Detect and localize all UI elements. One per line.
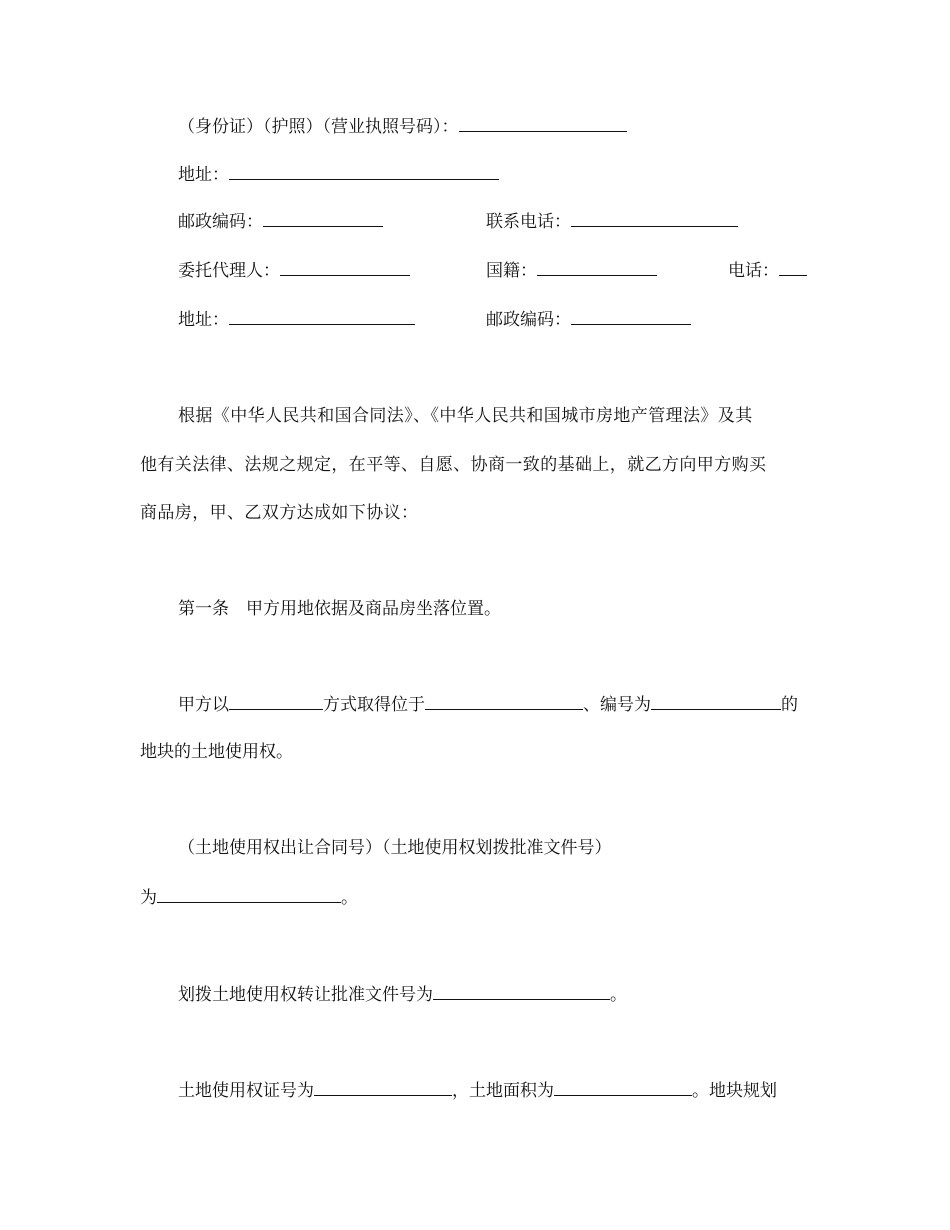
land-cert-text-1: 土地使用权证号为 — [178, 1081, 314, 1101]
land-acq-text-4: 的 — [781, 695, 798, 715]
transfer-doc-suffix: 。 — [610, 985, 627, 1005]
land-acq-text-1: 甲方以 — [178, 695, 229, 715]
postal-row-2 — [486, 309, 691, 330]
parcel-number-blank[interactable] — [651, 694, 781, 710]
contract-number-prefix: 为 — [140, 888, 157, 908]
address-label-1: 地址： — [178, 165, 229, 185]
location-blank[interactable] — [425, 694, 583, 710]
transfer-doc-text: 划拨土地使用权转让批准文件号为 — [178, 985, 433, 1005]
id-number-label: （身份证）（护照）（营业执照号码）： — [178, 117, 459, 137]
nationality-blank[interactable] — [537, 260, 657, 276]
preamble-line-3: 商品房，甲、乙双方达成如下协议： — [140, 503, 419, 523]
phone-row-1 — [486, 211, 738, 232]
contract-number-blank[interactable] — [157, 887, 341, 903]
land-acq-text-2: 方式取得位于 — [323, 695, 425, 715]
land-cert-line — [178, 1080, 777, 1101]
land-cert-text-2: ，土地面积为 — [452, 1081, 554, 1101]
preamble-line-2: 他有关法律、法规之规定，在平等、自愿、协商一致的基础上，就乙方向甲方购买 — [140, 455, 767, 475]
postal-label-2: 邮政编码： — [486, 310, 571, 330]
postal-label-1: 邮政编码： — [178, 212, 263, 232]
phone-label-1: 联系电话： — [486, 212, 571, 232]
address-blank-1[interactable] — [229, 164, 499, 180]
nationality-label: 国籍： — [486, 261, 537, 281]
phone-row-2 — [728, 260, 807, 281]
transfer-doc-blank[interactable] — [433, 984, 610, 1000]
id-number-row — [178, 116, 627, 137]
land-acquisition-line-1 — [178, 694, 798, 715]
transfer-doc-line — [178, 984, 627, 1005]
agent-row — [178, 260, 410, 281]
preamble-line-1: 根据《中华人民共和国合同法》、《中华人民共和国城市房地产管理法》及其 — [178, 406, 753, 426]
contract-number-line-2 — [140, 887, 358, 908]
article-1-title: 第一条 甲方用地依据及商品房坐落位置。 — [178, 599, 501, 619]
address-row-1 — [178, 164, 499, 185]
address-blank-2[interactable] — [229, 309, 415, 325]
phone-label-2: 电话： — [728, 261, 779, 281]
phone-blank-2[interactable] — [779, 260, 807, 276]
agent-label: 委托代理人： — [178, 261, 280, 281]
agent-blank[interactable] — [280, 260, 410, 276]
contract-number-line-1: （土地使用权出让合同号）（土地使用权划拨批准文件号） — [178, 838, 612, 858]
postal-blank-1[interactable] — [263, 211, 383, 227]
nationality-row — [486, 260, 657, 281]
postal-blank-2[interactable] — [571, 309, 691, 325]
land-cert-text-3: 。地块规划 — [692, 1081, 777, 1101]
land-acquisition-line-2: 地块的土地使用权。 — [140, 742, 293, 762]
postal-row-1 — [178, 211, 383, 232]
id-number-blank[interactable] — [459, 116, 627, 132]
phone-blank-1[interactable] — [571, 211, 738, 227]
land-cert-number-blank[interactable] — [314, 1080, 452, 1096]
address-label-2: 地址： — [178, 310, 229, 330]
contract-number-suffix: 。 — [341, 888, 358, 908]
acquisition-method-blank[interactable] — [229, 694, 323, 710]
land-area-blank[interactable] — [554, 1080, 692, 1096]
address-row-2 — [178, 309, 415, 330]
land-acq-text-3: 、编号为 — [583, 695, 651, 715]
